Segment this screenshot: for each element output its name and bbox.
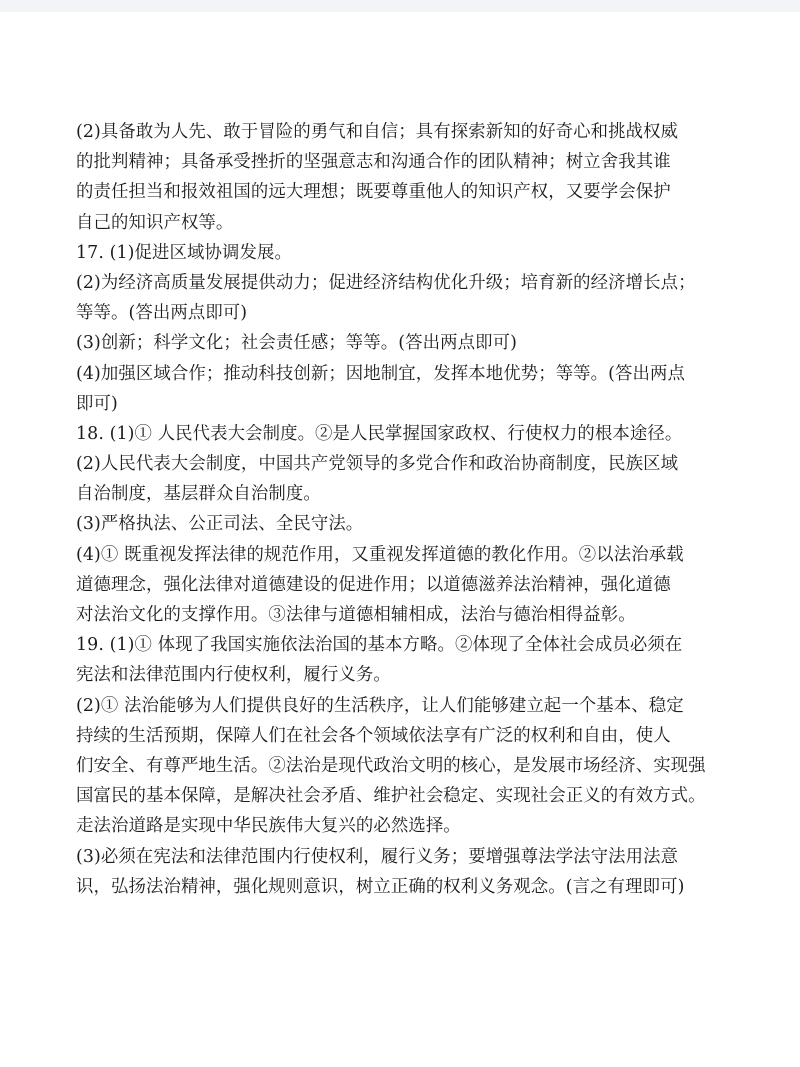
text-line: 17. (1)促进区域协调发展。 bbox=[76, 242, 292, 263]
text-line: 对法治文化的支撑作用。③法律与道德相辅相成，法治与德治相得益彰。 bbox=[76, 605, 636, 625]
text-line: 的批判精神；具备承受挫折的坚强意志和沟通合作的团队精神；树立舍我其谁 bbox=[76, 152, 671, 173]
text-line: 自治制度，基层群众自治制度。 bbox=[76, 484, 321, 505]
text-line: (2)为经济高质量发展提供动力；促进经济结构优化升级；培育新的经济增长点； bbox=[76, 272, 696, 293]
text-line: (3)严格执法、公正司法、全民守法。 bbox=[76, 514, 364, 535]
text-line: (3)创新；科学文化；社会责任感；等等。(答出两点即可) bbox=[76, 333, 517, 354]
answer-text-block bbox=[76, 117, 736, 902]
top-band bbox=[0, 0, 800, 12]
text-line: 国富民的基本保障，是解决社会矛盾、维护社会稳定、实现社会正义的有效方式。 bbox=[76, 786, 706, 807]
text-line: 自己的知识产权等。 bbox=[76, 212, 234, 233]
text-line: (2)① 法治能够为人们提供良好的生活秩序，让人们能够建立起一个基本、稳定 bbox=[76, 695, 684, 716]
text-line: (4)① 既重视发挥法律的规范作用，又重视发挥道德的教化作用。②以法治承载 bbox=[76, 544, 684, 565]
text-line: 即可) bbox=[76, 393, 118, 414]
text-line: 识，弘扬法治精神，强化规则意识，树立正确的权利义务观念。(言之有理即可) bbox=[76, 876, 685, 897]
text-line: 18. (1)① 人民代表大会制度。②是人民掌握国家政权、行使权力的根本途径。 bbox=[76, 423, 683, 444]
text-line: 们安全、有尊严地生活。②法治是现代政治文明的核心，是发展市场经济、实现强 bbox=[76, 755, 706, 776]
text-line: 持续的生活预期，保障人们在社会各个领域依法享有广泛的权利和自由，使人 bbox=[76, 725, 671, 746]
text-line: 19. (1)① 体现了我国实施依法治国的基本方略。②体现了全体社会成员必须在 bbox=[76, 635, 683, 656]
text-line: 道德理念，强化法律对道德建设的促进作用；以道德滋养法治精神，强化道德 bbox=[76, 574, 671, 595]
text-line: 走法治道路是实现中华民族伟大复兴的必然选择。 bbox=[76, 816, 461, 837]
text-line: 的责任担当和报效祖国的远大理想；既要尊重他人的知识产权，又要学会保护 bbox=[76, 182, 671, 203]
text-line: (3)必须在宪法和法律范围内行使权利，履行义务；要增强尊法学法守法用法意 bbox=[76, 846, 679, 867]
text-line: 宪法和法律范围内行使权利，履行义务。 bbox=[76, 665, 391, 686]
text-line: (2)具备敢为人先、敢于冒险的勇气和自信；具有探索新知的好奇心和挑战权威 bbox=[76, 122, 679, 142]
text-line: (2)人民代表大会制度，中国共产党领导的多党合作和政治协商制度，民族区域 bbox=[76, 454, 679, 475]
text-line: (4)加强区域合作；推动科技创新；因地制宜，发挥本地优势；等等。(答出两点 bbox=[76, 363, 686, 384]
text-line: 等等。(答出两点即可) bbox=[76, 303, 248, 324]
